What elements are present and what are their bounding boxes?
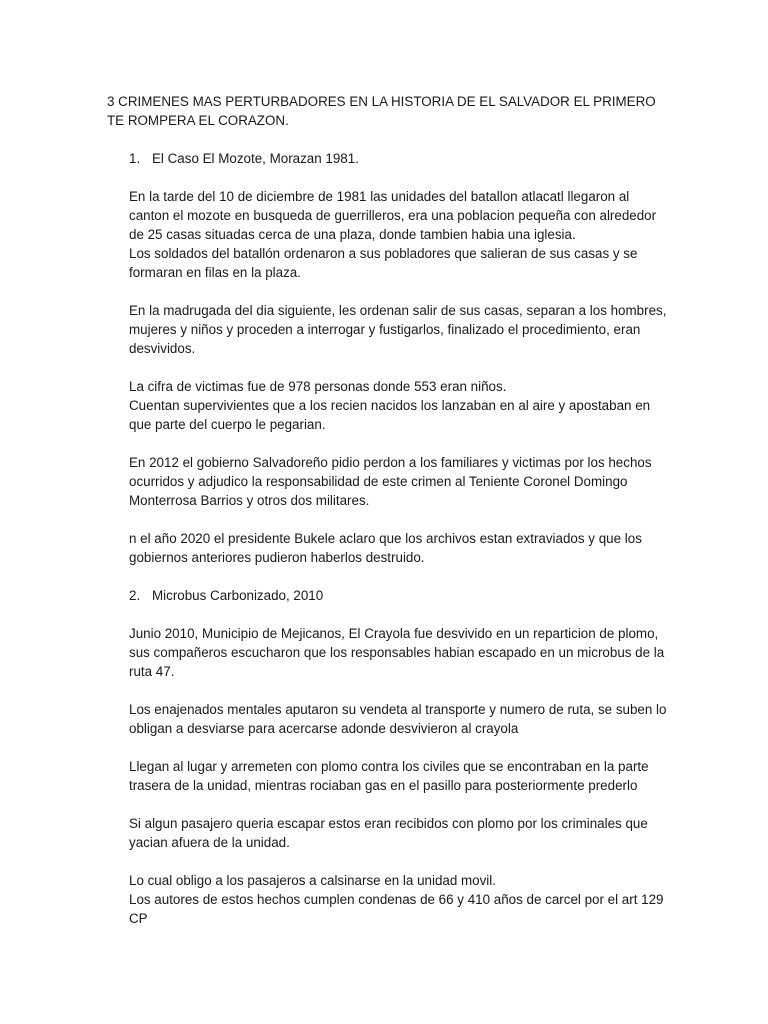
paragraph — [129, 814, 669, 852]
paragraph-text: Llegan al lugar y arremeten con plomo contra los civiles que se encontraban en la parte trasera de la unidad, mientras rociaban gas en el pasillo para posteriormente prederlo — [129, 759, 649, 793]
section-number: 2. — [129, 588, 141, 603]
document-body — [129, 149, 669, 947]
paragraph-text: En la madrugada del dia siguiente, les ordenan salir de sus casas, separan a los hombres, mujeres y niños y proceden a interrogar y fustigarlos, finalizado el procedimiento, eran desvividos. — [129, 303, 667, 356]
paragraph-text: Los soldados del batallón ordenaron a sus pobladores que salieran de sus casas y se formaran en filas en la plaza. — [129, 246, 638, 280]
paragraph-text: Lo cual obligo a los pasajeros a calsinarse en la unidad movil. — [129, 873, 496, 888]
paragraph — [129, 377, 669, 434]
section-number: 1. — [129, 151, 141, 166]
document-title: 3 CRIMENES MAS PERTURBADORES EN LA HISTORIA DE EL SALVADOR EL PRIMERO TE ROMPERA EL CORAZON. — [107, 94, 656, 128]
paragraph-text: La cifra de victimas fue de 978 personas donde 553 eran niños. — [129, 379, 507, 394]
section-heading — [129, 586, 669, 605]
section-heading — [129, 149, 669, 168]
paragraph-text: Si algun pasajero queria escapar estos eran recibidos con plomo por los criminales que yacian afuera de la unidad. — [129, 816, 648, 850]
paragraph-text: Junio 2010, Municipio de Mejicanos, El Crayola fue desvivido en un reparticion de plomo, sus compañeros escucharon que los responsables habian escapado en un microbus de la ruta 47. — [129, 626, 665, 679]
section-title: Microbus Carbonizado, 2010 — [152, 588, 324, 603]
paragraph — [129, 700, 669, 738]
section-title: El Caso El Mozote, Morazan 1981. — [152, 151, 359, 166]
paragraph — [129, 187, 669, 282]
paragraph — [129, 871, 669, 928]
paragraph-text: Los autores de estos hechos cumplen condenas de 66 y 410 años de carcel por el art 129 CP — [129, 892, 664, 926]
paragraph — [129, 453, 669, 510]
paragraph-text: n el año 2020 el presidente Bukele aclaro que los archivos estan extraviados y que los gobiernos anteriores pudieron haberlos destruido. — [129, 531, 642, 565]
paragraph-text: En 2012 el gobierno Salvadoreño pidio perdon a los familiares y victimas por los hechos ocurridos y adjudico la responsabilidad de este crimen al Teniente Coronel Domingo Monterrosa Barrios y otros dos militares. — [129, 455, 652, 508]
paragraph — [129, 757, 669, 795]
paragraph — [129, 624, 669, 681]
paragraph — [129, 301, 669, 358]
paragraph-text: Los enajenados mentales aputaron su vendeta al transporte y numero de ruta, se suben lo obligan a desviarse para acercarse adonde desvivieron al crayola — [129, 702, 667, 736]
paragraph — [129, 529, 669, 567]
paragraph-text: En la tarde del 10 de diciembre de 1981 las unidades del batallon atlacatl llegaron al canton el mozote en busqueda de guerrilleros, era una poblacion pequeña con alrededor de 25 casas situadas cerca de una plaza, donde tambien habia una iglesia. — [129, 189, 657, 242]
paragraph-text: Cuentan supervivientes que a los recien nacidos los lanzaban en al aire y apostaban en que parte del cuerpo le pegarian. — [129, 398, 651, 432]
